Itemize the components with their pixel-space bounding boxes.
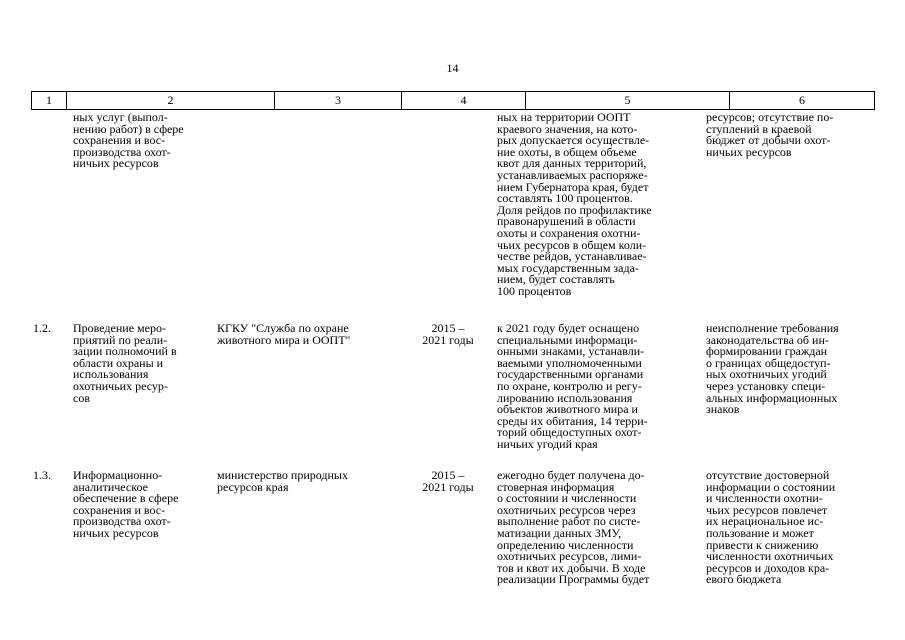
header-col-3: 3 xyxy=(275,92,402,109)
row-1-2-number: 1.2. xyxy=(33,321,51,335)
row-1-2-consequences: неисполнение требования законодательства об ин- формировании граждан о границах общедоступ- ных охотничьих угодий через установку специ- альных информационных знаков xyxy=(706,321,839,417)
header-col-4: 4 xyxy=(402,92,526,109)
continuation-col2: ных услуг (выпол- нению работ) в сфере сохранения и вос- производства охот- ничьих ресурсов xyxy=(73,110,184,171)
row-1-3-name: Информационно- аналитическое обеспечение в сфере сохранения и вос- производства охот- ничьих ресурсов xyxy=(73,468,179,540)
row-1-2-period: 2015 – 2021 годы xyxy=(422,321,474,347)
header-col-5: 5 xyxy=(526,92,730,109)
table-header-row xyxy=(31,91,875,110)
page-number: 14 xyxy=(446,61,459,75)
row-1-3-period: 2015 – 2021 годы xyxy=(422,468,474,494)
header-col-2: 2 xyxy=(67,92,275,109)
header-col-1: 1 xyxy=(32,92,67,109)
row-1-3-consequences: отсутствие достоверной информации о состоянии и численности охотни- чьих ресурсов повлечет их нерациональное ис- пользование и может привести к снижению численности охотничьих ресурсов и доходов кра- евого бюджета xyxy=(706,468,836,587)
header-col-6: 6 xyxy=(799,93,805,107)
row-1-2-result: к 2021 году будет оснащено специальными информаци- онными знаками, устанавли- ваемыми уполномоченными государственными органами по охране, контролю и регу- лированию использования объектов животного мира и среды их обитания, 14 терри- торий общедоступных охот- ничьих угодий края xyxy=(497,321,648,451)
row-1-2-name: Проведение меро- приятий по реали- зации полномочий в области охраны и использования охотничьих ресур- сов xyxy=(73,321,177,405)
continuation-col5: ных на территории ООПТ краевого значения, на кото- рых допускается осуществле- ние охоты, в общем объеме квот для данных территорий, устанавливаемых распоряже- нием Губернатора края, будет составлять 100 процентов. Доля рейдов по профилактике правонарушений в области охоты и сохранения охотни- чьих ресурсов в общем коли- честве рейдов, устанавливае- мых государственным зада- нием, будет составлять 100 процентов xyxy=(497,110,652,298)
row-1-3-result: ежегодно будет получена до- стоверная информация о состоянии и численности охотничьих ресурсов через выполнение работ по систе- матизации данных ЗМУ, определению численности охотничьих ресурсов, лими- тов и квот их добычи. В ходе реализации Программы будет xyxy=(497,468,650,587)
row-1-3-number: 1.3. xyxy=(33,468,51,482)
row-1-2-executor: КГКУ "Служба по охране животного мира и ООПТ" xyxy=(217,321,351,347)
continuation-col6: ресурсов; отсутствие по- ступлений в краевой бюджет от добычи охот- ничьих ресурсов xyxy=(706,110,834,159)
row-1-3-executor: министерство природных ресурсов края xyxy=(217,468,348,494)
